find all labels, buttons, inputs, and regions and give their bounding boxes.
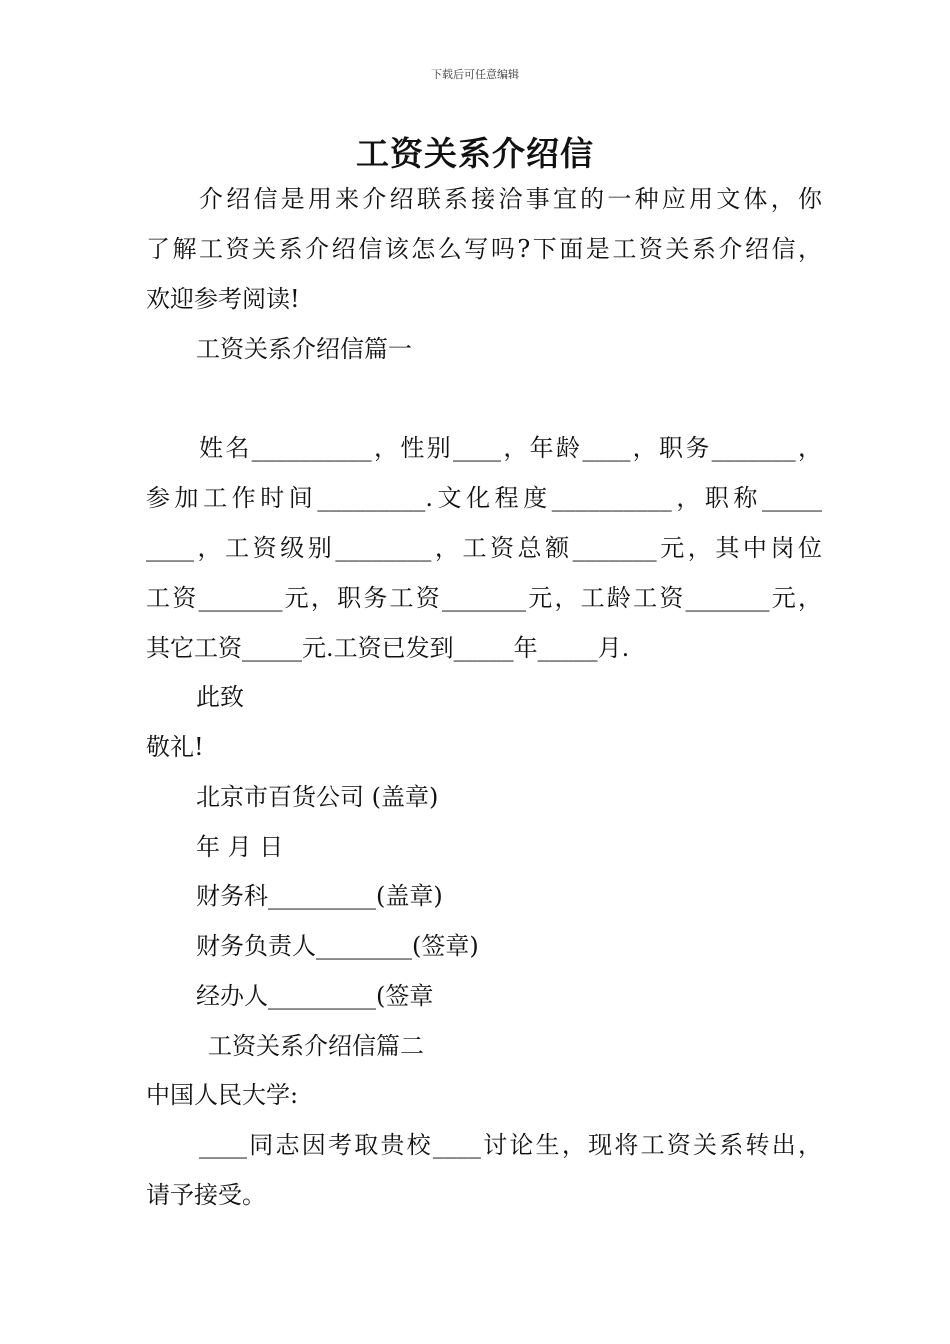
section2-body-line-2: 请予接受。 <box>146 1181 266 1209</box>
finance-head-line: 财务负责人________(签章) <box>196 932 479 960</box>
section1-heading: 工资关系介绍信篇一 <box>196 335 412 363</box>
header-note: 下载后可任意编辑 <box>431 68 519 81</box>
intro-line-3: 欢迎参考阅读! <box>146 285 300 313</box>
date-line: 年 月 日 <box>196 833 284 861</box>
section2-body-line-1: ____同志因考取贵校____讨论生，现将工资关系转出， <box>199 1131 822 1159</box>
salutation: 此致 <box>196 683 244 711</box>
company-seal-line: 北京市百货公司 (盖章) <box>196 783 439 811</box>
handler-line: 经办人_________(签章 <box>196 982 434 1010</box>
form-line-4: 工资_______元，职务工资_______元，工龄工资_______元， <box>146 584 822 612</box>
intro-line-2: 了解工资关系介绍信该怎么写吗?下面是工资关系介绍信， <box>146 235 822 263</box>
form-line-3: ____，工资级别________，工资总额_______元，其中岗位 <box>146 534 822 562</box>
document-title: 工资关系介绍信 <box>356 134 594 173</box>
form-line-1: 姓名__________，性别____，年龄____，职务_______， <box>199 434 822 462</box>
form-line-2: 参加工作时间_________.文化程度__________，职称_____ <box>146 484 822 512</box>
finance-dept-line: 财务科_________(盖章) <box>196 882 443 910</box>
regards: 敬礼! <box>146 733 204 761</box>
form-line-5: 其它工资_____元.工资已发到_____年_____月. <box>146 634 630 662</box>
recipient-line: 中国人民大学: <box>146 1081 299 1109</box>
section2-heading: 工资关系介绍信篇二 <box>208 1032 424 1060</box>
intro-line-1: 介绍信是用来介绍联系接洽事宜的一种应用文体，你 <box>199 185 822 213</box>
